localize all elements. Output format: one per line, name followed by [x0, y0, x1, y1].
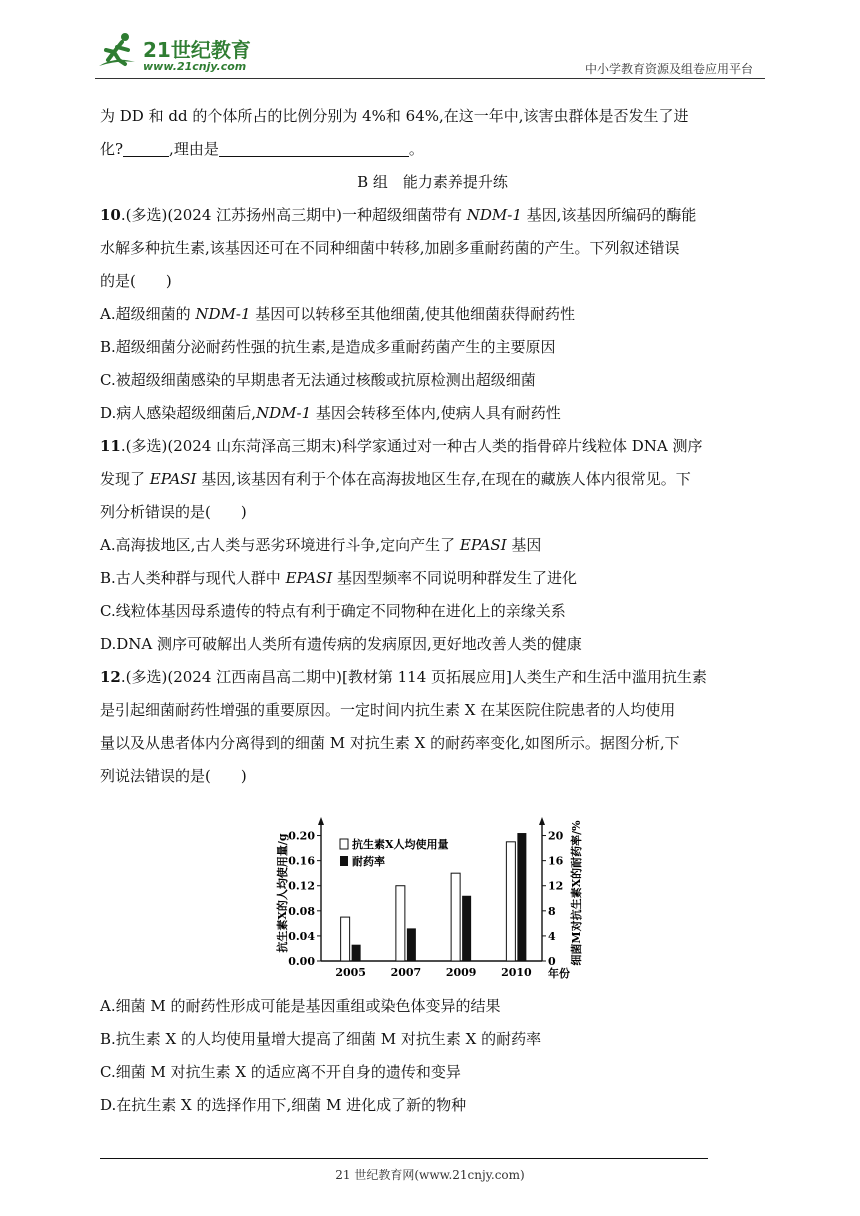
legend-label-resistance: 耐药率 — [352, 855, 385, 868]
site-logo[interactable] — [95, 28, 265, 78]
logo-wordmark: 21世纪教育 — [143, 38, 251, 62]
right-tick-label: 8 — [548, 904, 556, 918]
left-tick-label: 0.16 — [288, 854, 315, 868]
x-tick-label: 2010 — [501, 966, 532, 979]
gene-name: NDM-1 — [195, 305, 251, 323]
logo-url: www.21cnjy.com — [143, 60, 247, 73]
q10-stem-line-2: 水解多种抗生素,该基因还可在不同种细菌中转移,加剧多重耐药菌的产生。下列叙述错误 — [100, 239, 680, 257]
runner-logo-icon — [95, 30, 139, 74]
q12-stem-line-4: 列说法错误的是( ) — [100, 767, 247, 785]
q12-options — [100, 990, 765, 1122]
bar-resistance — [407, 928, 416, 961]
header-divider — [95, 78, 765, 79]
right-tick-label: 12 — [548, 879, 564, 893]
intro-line-1: 为 DD 和 dd 的个体所占的比例分别为 4%和 64%,在这一年中,该害虫群体是否发生了进 — [100, 107, 689, 125]
q11-stem-line-3: 列分析错误的是( ) — [100, 503, 247, 521]
right-tick-label: 16 — [548, 854, 564, 868]
y-axis-right-label: 细菌M对抗生素X的耐药率/% — [570, 820, 583, 966]
q10-option-b: B.超级细菌分泌耐药性强的抗生素,是造成多重耐药菌产生的主要原因 — [100, 338, 556, 356]
gene-name: NDM-1 — [466, 206, 522, 224]
option-text: D.病人感染超级细菌后, — [100, 404, 257, 422]
bar-usage — [396, 886, 405, 961]
q10-stem-line-1 — [100, 199, 765, 232]
left-tick-label: 0.04 — [288, 929, 315, 943]
left-tick-label: 0.12 — [288, 879, 315, 893]
q11-option-a — [100, 529, 765, 562]
bar-usage — [506, 842, 515, 961]
legend-swatch-usage — [340, 839, 348, 849]
right-axis-arrow-icon — [539, 817, 545, 825]
q12-text: .(多选)(2024 江西南昌高二期中)[教材第 114 页拓展应用]人类生产和生活中滥用抗生素 — [120, 668, 707, 686]
q12-option-b: B.抗生素 X 的人均使用量增大提高了细菌 M 对抗生素 X 的耐药率 — [100, 1030, 542, 1048]
bar-resistance — [352, 945, 361, 961]
q11-stem-line-1 — [100, 430, 765, 463]
q12-option-a: A.细菌 M 的耐药性形成可能是基因重组或染色体变异的结果 — [100, 997, 501, 1015]
x-tick-label: 2005 — [335, 966, 366, 979]
intro-text: 。 — [408, 140, 424, 158]
right-tick-label: 0 — [548, 955, 556, 968]
left-tick-label: 0.20 — [288, 829, 315, 843]
bar-resistance — [517, 833, 526, 961]
right-tick-label: 20 — [548, 829, 564, 843]
intro-text: ,理由是 — [169, 140, 219, 158]
q11-text: 发现了 — [100, 470, 150, 488]
q12-option-d: D.在抗生素 X 的选择作用下,细菌 M 进化成了新的物种 — [100, 1096, 467, 1114]
x-tick-label: 2007 — [390, 966, 422, 979]
right-tick-label: 4 — [548, 929, 556, 943]
q12-number: 12 — [100, 668, 121, 686]
q10-option-d — [100, 397, 765, 430]
q11-stem-line-2 — [100, 463, 765, 496]
y-axis-left-label: 抗生素X的人均使用量/g — [276, 833, 289, 953]
q12-option-c: C.细菌 M 对抗生素 X 的适应离不开自身的遗传和变异 — [100, 1063, 461, 1081]
legend-label-usage: 抗生素X人均使用量 — [352, 838, 449, 851]
bar-resistance — [462, 896, 471, 961]
gene-name: EPASI — [149, 470, 197, 488]
gene-name: EPASI — [285, 569, 333, 587]
bar-chart — [270, 815, 600, 985]
q10-text: 基因,该基因所编码的酶能 — [521, 206, 697, 224]
q11-option-c: C.线粒体基因母系遗传的特点有利于确定不同物种在进化上的亲缘关系 — [100, 602, 566, 620]
q12-stem-line-1 — [100, 661, 765, 694]
q12-stem-line-3: 量以及从患者体内分离得到的细菌 M 对抗生素 X 的耐药率变化,如图所示。据图分析,下 — [100, 734, 680, 752]
q12-stem-line-2: 是引起细菌耐药性增强的重要原因。一定时间内抗生素 X 在某医院住院患者的人均使用 — [100, 701, 676, 719]
page-footer: 21 世纪教育网(www.21cnjy.com) — [335, 1168, 525, 1182]
reason-blank[interactable] — [219, 138, 409, 157]
q11-option-d: D.DNA 测序可破解出人类所有遗传病的发病原因,更好地改善人类的健康 — [100, 635, 582, 653]
gene-name: NDM-1 — [256, 404, 312, 422]
bar-usage — [341, 917, 350, 961]
q10-option-a — [100, 298, 765, 331]
q10-number: 10 — [100, 206, 121, 224]
intro-line-2 — [100, 133, 765, 166]
option-text: 基因会转移至体内,使病人具有耐药性 — [311, 404, 561, 422]
answer-blank[interactable] — [123, 138, 169, 157]
section-title: B 组 能力素养提升练 — [357, 173, 508, 191]
bar-usage — [451, 873, 460, 961]
footer-divider — [100, 1158, 708, 1159]
x-tick-label: 2009 — [445, 966, 477, 979]
q10-text: .(多选)(2024 江苏扬州高三期中)一种超级细菌带有 — [120, 206, 467, 224]
q11-text: .(多选)(2024 山东菏泽高三期末)科学家通过对一种古人类的指骨碎片线粒体 DNA 测序 — [120, 437, 703, 455]
platform-tagline: 中小学教育资源及组卷应用平台 — [584, 62, 753, 76]
left-tick-label: 0.00 — [288, 955, 315, 968]
q10-option-c: C.被超级细菌感染的早期患者无法通过核酸或抗原检测出超级细菌 — [100, 371, 536, 389]
q11-option-b — [100, 562, 765, 595]
legend-swatch-resistance — [340, 856, 348, 866]
option-text: A.高海拔地区,古人类与恶劣环境进行斗争,定向产生了 — [100, 536, 460, 554]
option-text: 基因型频率不同说明种群发生了进化 — [332, 569, 578, 587]
q10-stem-line-3: 的是( ) — [100, 272, 172, 290]
q11-text: 基因,该基因有利于个体在高海拔地区生存,在现在的藏族人体内很常见。下 — [196, 470, 691, 488]
q11-number: 11 — [100, 437, 121, 455]
question-content — [100, 100, 765, 793]
option-text: 基因 — [506, 536, 542, 554]
left-axis-arrow-icon — [318, 817, 324, 825]
left-tick-label: 0.08 — [288, 904, 315, 918]
option-text: B.古人类种群与现代人群中 — [100, 569, 286, 587]
chart-legend — [340, 837, 449, 868]
intro-text: 化? — [100, 140, 124, 158]
option-text: 基因可以转移至其他细菌,使其他细菌获得耐药性 — [250, 305, 576, 323]
option-text: A.超级细菌的 — [100, 305, 196, 323]
page-header — [95, 28, 765, 80]
gene-name: EPASI — [459, 536, 507, 554]
x-axis-label: 年份 — [548, 967, 570, 980]
